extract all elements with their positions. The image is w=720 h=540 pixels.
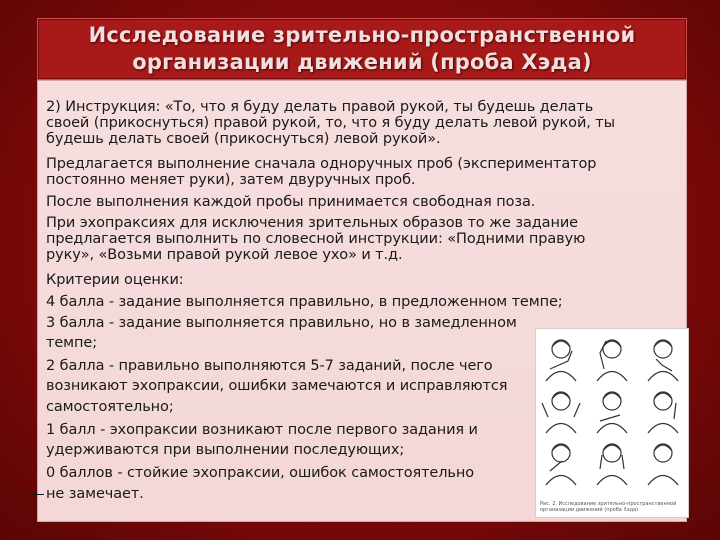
figure-4 (542, 392, 580, 433)
body-line: постоянно меняет руки), затем двуручных проб. (46, 172, 416, 188)
title-line-2: организации движений (проба Хэда) (132, 50, 592, 74)
body-line: темпе; (46, 335, 97, 351)
head-test-illustration (535, 328, 689, 518)
figure-7 (546, 444, 576, 485)
title-line-1: Исследование зрительно-пространственной (88, 23, 636, 47)
body-line: Предлагается выполнение сначала одноручных проб (экспериментатор (46, 156, 597, 172)
body-line: 0 баллов - стойкие эхопраксии, ошибок самостоятельно (46, 465, 475, 481)
figure-3 (648, 340, 678, 381)
figure-1 (546, 340, 576, 381)
title-bar (37, 18, 687, 80)
body-line: удерживаются при выполнении последующих; (46, 442, 405, 458)
body-line: 3 балла - задание выполняется правильно, но в замедленном (46, 315, 517, 331)
body-line: предлагается выполнить по словесной инструкции: «Подними правую (46, 231, 586, 247)
content-box (37, 80, 687, 522)
figure-caption: Рис. 2. Исследование зрительно-пространственной организации движений (проба Хэда) (540, 501, 677, 513)
figure-5 (597, 392, 627, 433)
figure-6 (648, 392, 678, 433)
figure-8 (597, 444, 627, 485)
bottom-line-mark (30, 494, 44, 495)
body-line: руку», «Возьми правой рукой левое ухо» и т.д. (46, 247, 403, 263)
body-line: будешь делать своей (прикоснуться) левой рукой». (46, 131, 441, 147)
body-line: 2) Инструкция: «То, что я буду делать правой рукой, ты будешь делать (46, 99, 594, 115)
body-line: 4 балла - задание выполняется правильно, в предложенном темпе; (46, 294, 563, 310)
body-line: возникают эхопраксии, ошибки замечаются и исправляются (46, 378, 508, 394)
body-line: После выполнения каждой пробы принимается свободная поза. (46, 194, 536, 210)
body-line: своей (прикоснуться) правой рукой, то, что я буду делать левой рукой, ты (46, 115, 615, 131)
body-line: не замечает. (46, 486, 144, 502)
head-test-figures (536, 329, 688, 497)
figure-2 (597, 340, 627, 381)
body-line: При эхопраксиях для исключения зрительных образов то же задание (46, 215, 578, 231)
figure-9 (648, 444, 678, 485)
body-line: самостоятельно; (46, 399, 174, 415)
body-line: 1 балл - эхопраксии возникают после первого задания и (46, 422, 478, 438)
body-line: Критерии оценки: (46, 272, 184, 288)
body-line: 2 балла - правильно выполняются 5-7 заданий, после чего (46, 358, 493, 374)
